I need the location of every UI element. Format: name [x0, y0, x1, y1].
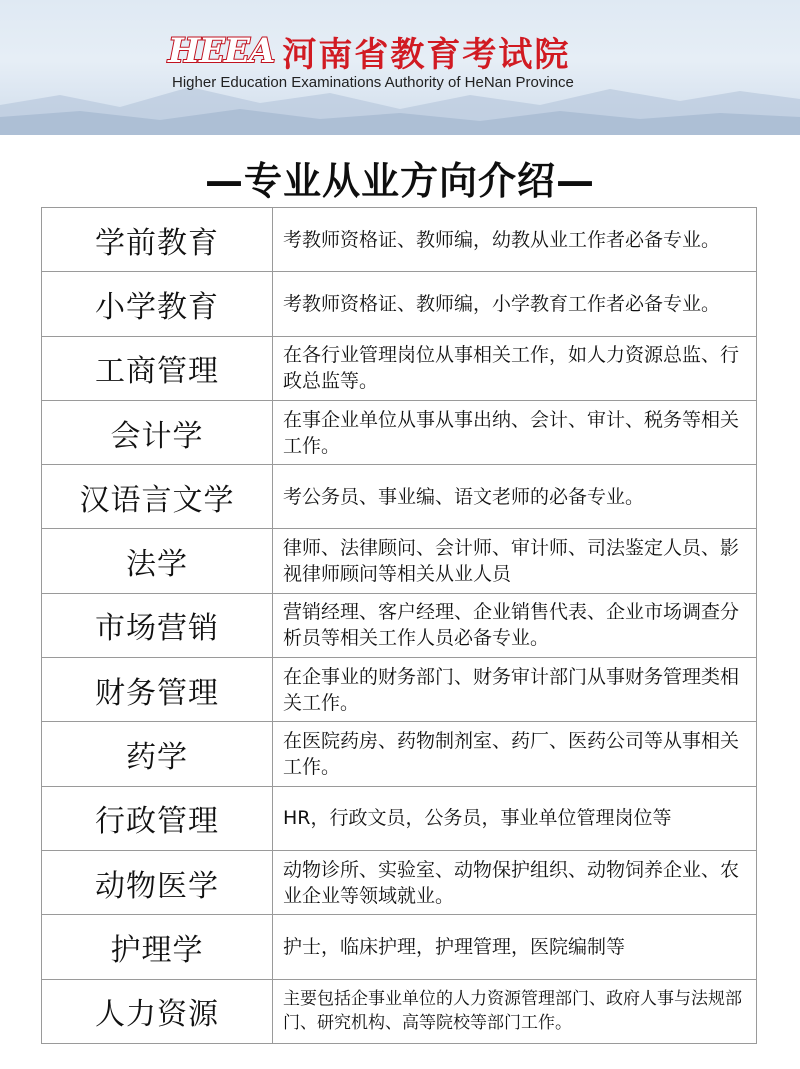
- major-name-cell: 行政管理: [42, 787, 273, 850]
- table-row: [42, 594, 756, 658]
- major-name-cell: 动物医学: [42, 851, 273, 914]
- table-row: [42, 980, 756, 1044]
- major-name-cell: 会计学: [42, 401, 273, 464]
- org-logo: [168, 28, 570, 74]
- major-name-cell: 汉语言文学: [42, 465, 273, 528]
- career-direction-cell: 在医院药房、药物制剂室、药厂、医药公司等从事相关工作。: [283, 730, 740, 779]
- table-row: [42, 658, 756, 722]
- table-row: [42, 401, 756, 465]
- major-name-cell: 小学教育: [42, 272, 273, 335]
- career-direction-cell: 主要包括企事业单位的人力资源管理部门、政府人事与法规部门、研究机构、高等院校等部门工作。: [283, 989, 742, 1034]
- career-direction-cell: HR，行政文员，公务员，事业单位管理岗位等: [283, 807, 672, 830]
- table-row: [42, 529, 756, 593]
- table-row: [42, 272, 756, 336]
- career-direction-cell: 营销经理、客户经理、企业销售代表、企业市场调查分析员等相关工作人员必备专业。: [283, 601, 740, 650]
- career-direction-cell: 在各行业管理岗位从事相关工作，如人力资源总监、行政总监等。: [283, 344, 740, 393]
- career-direction-cell: 在企事业的财务部门、财务审计部门从事财务管理类相关工作。: [283, 665, 740, 714]
- career-direction-cell: 动物诊所、实验室、动物保护组织、动物饲养企业、农业企业等领域就业。: [283, 858, 740, 907]
- major-name-cell: 学前教育: [42, 208, 273, 271]
- career-direction-cell: 在事企业单位从事从事出纳、会计、审计、税务等相关工作。: [283, 408, 740, 457]
- table-row: [42, 337, 756, 401]
- table-row: [42, 915, 756, 979]
- table-row: [42, 208, 756, 272]
- page-title: —专业从业方向介绍—: [204, 159, 595, 203]
- table-row: [42, 787, 756, 851]
- major-name-cell: 市场营销: [42, 594, 273, 657]
- career-direction-cell: 考教师资格证、教师编，幼教从业工作者必备专业。: [283, 228, 721, 251]
- org-name-english: Higher Education Examinations Authority of HeNan Province: [172, 74, 574, 91]
- org-name-chinese: 河南省教育考试院: [282, 34, 571, 75]
- heea-logo-mark: HEEA: [168, 31, 275, 71]
- career-direction-cell: 考教师资格证、教师编，小学教育工作者必备专业。: [283, 292, 721, 315]
- table-row: [42, 851, 756, 915]
- major-name-cell: 法学: [42, 529, 273, 592]
- major-name-cell: 药学: [42, 722, 273, 785]
- major-direction-table: [41, 207, 757, 1044]
- major-name-cell: 护理学: [42, 915, 273, 978]
- career-direction-cell: 律师、法律顾问、会计师、审计师、司法鉴定人员、影视律师顾问等相关从业人员: [283, 537, 740, 586]
- major-name-cell: 工商管理: [42, 337, 273, 400]
- header-banner: [0, 0, 800, 135]
- career-direction-cell: 考公务员、事业编、语文老师的必备专业。: [283, 485, 645, 508]
- table-row: [42, 465, 756, 529]
- career-direction-cell: 护士，临床护理，护理管理，医院编制等: [283, 935, 626, 958]
- major-name-cell: 人力资源: [42, 980, 273, 1043]
- table-row: [42, 722, 756, 786]
- major-name-cell: 财务管理: [42, 658, 273, 721]
